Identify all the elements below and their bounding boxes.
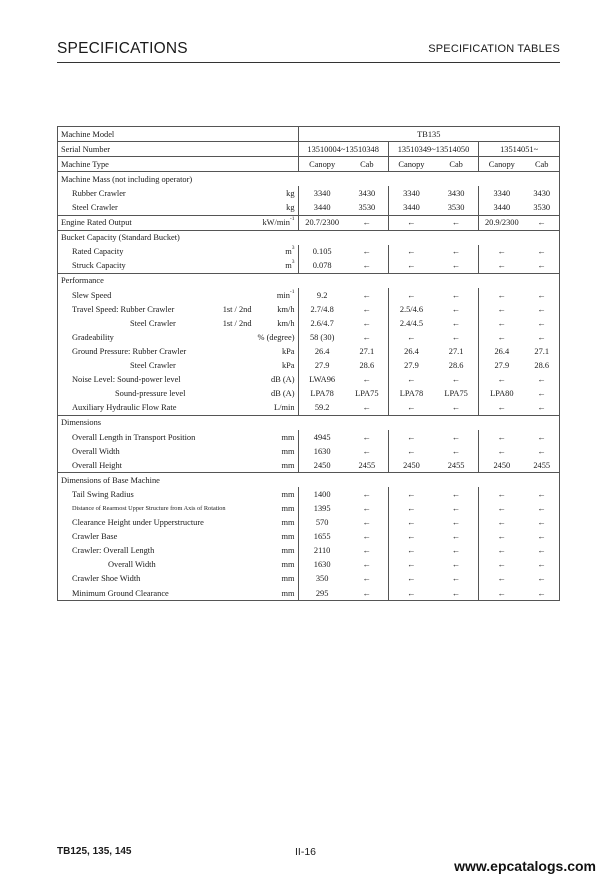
table-row [58, 544, 560, 558]
value-cell: ← [524, 387, 559, 401]
value-cell: ← [407, 518, 416, 528]
value-cell: 28.6 [434, 359, 479, 373]
value-cell: 2455 [346, 458, 389, 473]
unit-text: dB (A) [271, 375, 295, 385]
unit-text: mm [281, 432, 295, 442]
table-row [58, 215, 560, 230]
model-value: TB135 [298, 127, 559, 142]
value-cell: 3530 [434, 200, 479, 215]
row-label: Minimum Ground Clearance [58, 586, 255, 601]
table-row [58, 487, 560, 501]
table-row [58, 501, 560, 515]
table-row [58, 586, 560, 601]
table-row [58, 288, 560, 302]
value-cell: 0.078 [298, 259, 346, 274]
value-cell: ← [524, 530, 559, 544]
value-cell: 20.7/2300 [298, 215, 346, 230]
row-label: Overall Width [58, 558, 255, 572]
value-cell: 570 [315, 518, 329, 528]
value-cell: ← [434, 444, 479, 458]
table-row [58, 245, 560, 259]
value-cell: ← [434, 215, 479, 230]
row-label: Machine Model [58, 127, 255, 142]
value-cell: 3430 [524, 186, 559, 200]
value-cell: ← [497, 560, 506, 570]
value-cell: 26.4 [494, 346, 510, 356]
unit-text: mm [281, 460, 295, 470]
row-unit [255, 530, 298, 544]
value-cell: ← [407, 503, 416, 513]
value-cell: ← [497, 304, 506, 314]
row-unit [255, 245, 298, 259]
table-row [58, 458, 560, 473]
table-row [58, 530, 560, 544]
row-label-text: Steel Crawler [130, 318, 176, 328]
value-cell: ← [346, 245, 389, 259]
table-row [58, 401, 560, 416]
unit-superscript: 3 [291, 245, 295, 252]
row-unit [255, 200, 298, 215]
value-cell: LWA96 [309, 375, 336, 385]
value-cell: ← [346, 215, 389, 230]
value-cell: 28.6 [524, 359, 559, 373]
value-cell: ← [407, 375, 416, 385]
value-cell: ← [524, 558, 559, 572]
row-unit [255, 430, 298, 444]
row-label: Struck Capacity [58, 259, 255, 274]
value-cell: ← [346, 558, 389, 572]
footer-models: TB125, 135, 145 [57, 846, 132, 857]
value-cell: LPA78 [310, 389, 334, 399]
value-cell: ← [497, 503, 506, 513]
value-cell: 2.4/4.5 [399, 318, 424, 328]
value-cell: ← [497, 446, 506, 456]
value-cell: 27.9 [404, 361, 419, 371]
value-cell: ← [434, 330, 479, 344]
value-cell: ← [524, 373, 559, 387]
value-cell: ← [434, 316, 479, 330]
value-cell: 1655 [313, 532, 331, 542]
row-label: Steel Crawler [58, 359, 255, 373]
unit-text: mm [281, 532, 295, 542]
type-cell: Cab [434, 157, 479, 172]
value-cell: ← [524, 215, 559, 230]
value-cell: ← [346, 544, 389, 558]
value-cell: LPA75 [434, 387, 479, 401]
table-row-model [58, 127, 560, 142]
value-cell: ← [497, 518, 506, 528]
value-cell: ← [479, 259, 525, 274]
value-cell: ← [524, 259, 559, 274]
unit-superscript: 3 [291, 259, 295, 266]
row-unit [255, 359, 298, 373]
value-cell: ← [497, 489, 506, 499]
value-cell: ← [524, 544, 559, 558]
unit-text: kW/min [262, 218, 290, 228]
value-cell: ← [479, 401, 525, 416]
value-cell: 27.9 [494, 361, 510, 371]
value-cell: ← [407, 560, 416, 570]
row-unit [255, 501, 298, 515]
value-cell: ← [497, 290, 506, 300]
value-cell: 26.4 [404, 346, 419, 356]
value-cell: 2450 [479, 458, 525, 473]
specification-table [57, 126, 560, 601]
unit-text: kPa [281, 346, 295, 356]
row-unit [255, 330, 298, 344]
value-cell: ← [497, 432, 506, 442]
value-cell: ← [346, 430, 389, 444]
unit-text: mm [281, 503, 295, 513]
row-unit [255, 302, 298, 316]
value-cell: ← [388, 401, 434, 416]
value-cell: 2.7/4.8 [310, 304, 334, 314]
value-cell: ← [434, 530, 479, 544]
value-cell: ← [434, 487, 479, 501]
row-label: Crawler Base [58, 530, 255, 544]
serial-range-2: 13510349~13514050 [388, 142, 478, 157]
table-row [58, 259, 560, 274]
row-label: Rated Capacity [58, 245, 255, 259]
value-cell: ← [524, 487, 559, 501]
value-cell: ← [524, 516, 559, 530]
unit-text: mm [281, 560, 295, 570]
value-cell: 2455 [434, 458, 479, 473]
row-sublabel: 1st / 2nd [222, 304, 252, 314]
value-cell: 3340 [403, 188, 420, 198]
row-label: Crawler: Overall Length [58, 544, 255, 558]
row-unit [255, 344, 298, 358]
watermark: www.epcatalogs.com [454, 858, 596, 874]
row-label: Rubber Crawler [58, 186, 255, 200]
row-unit [255, 572, 298, 586]
value-cell: 2450 [298, 458, 346, 473]
value-cell: ← [497, 375, 506, 385]
row-label: Gradeability [58, 330, 255, 344]
value-cell: 27.1 [434, 344, 479, 358]
unit-text: kPa [281, 361, 295, 371]
value-cell: ← [434, 430, 479, 444]
row-label: Steel Crawler [58, 200, 255, 215]
row-label [58, 302, 255, 316]
table-row [58, 200, 560, 215]
row-label: Serial Number [58, 142, 255, 157]
value-cell: ← [346, 487, 389, 501]
value-cell: ← [524, 501, 559, 515]
section-performance: Performance [58, 273, 560, 288]
value-cell: ← [346, 530, 389, 544]
type-cell: Cab [524, 157, 559, 172]
row-label: Crawler Shoe Width [58, 572, 255, 586]
value-cell: ← [346, 302, 389, 316]
row-unit [255, 316, 298, 330]
unit-text: km/h [277, 304, 295, 314]
table-row [58, 387, 560, 401]
section-bucket: Bucket Capacity (Standard Bucket) [58, 230, 560, 245]
row-label: Auxiliary Hydraulic Flow Rate [58, 401, 255, 416]
value-cell: ← [346, 572, 389, 586]
unit-text: L/min [274, 403, 295, 413]
value-cell: 1400 [313, 489, 331, 499]
value-cell: ← [434, 572, 479, 586]
row-label: Clearance Height under Upperstructure [58, 516, 255, 530]
value-cell: ← [407, 290, 416, 300]
unit-text: mm [281, 588, 295, 598]
value-cell: ← [434, 401, 479, 416]
unit-superscript: -1 [289, 216, 295, 223]
value-cell: 2450 [388, 458, 434, 473]
row-unit [255, 558, 298, 572]
table-row [58, 373, 560, 387]
value-cell: ← [407, 432, 416, 442]
value-cell: 3440 [388, 200, 434, 215]
row-unit [255, 401, 298, 416]
row-label: Machine Type [58, 157, 255, 172]
value-cell: 2.5/4.6 [399, 304, 424, 314]
page-section-title: SPECIFICATIONS [57, 40, 188, 57]
value-cell: ← [434, 259, 479, 274]
value-cell: ← [497, 318, 506, 328]
row-sublabel: 1st / 2nd [222, 318, 252, 328]
table-section-header [58, 473, 560, 488]
serial-range-1: 13510004~13510348 [298, 142, 388, 157]
row-label: Ground Pressure: Rubber Crawler [58, 344, 255, 358]
unit-text: min [276, 290, 290, 300]
value-cell: ← [434, 501, 479, 515]
row-label-text: Travel Speed: Rubber Crawler [72, 304, 175, 314]
value-cell: 295 [298, 586, 346, 601]
row-unit [255, 444, 298, 458]
value-cell: 4945 [313, 432, 331, 442]
value-cell: ← [407, 247, 416, 257]
table-row [58, 330, 560, 344]
unit-text: dB (A) [271, 389, 295, 399]
value-cell: ← [346, 586, 389, 601]
value-cell: ← [497, 546, 506, 556]
value-cell: 2455 [524, 458, 559, 473]
row-label: Overall Width [58, 444, 255, 458]
value-cell: 20.9/2300 [479, 215, 525, 230]
unit-text: mm [281, 574, 295, 584]
table-section-header [58, 172, 560, 187]
page-number: II-16 [295, 846, 317, 858]
value-cell: 1395 [313, 503, 331, 513]
row-label: Overall Length in Transport Position [58, 430, 255, 444]
value-cell: 2.6/4.7 [310, 318, 334, 328]
value-cell: ← [497, 247, 506, 257]
value-cell: 9.2 [316, 290, 328, 300]
value-cell: ← [346, 501, 389, 515]
unit-text: mm [281, 446, 295, 456]
value-cell: ← [524, 330, 559, 344]
unit-text: mm [281, 518, 295, 528]
value-cell: ← [434, 373, 479, 387]
row-unit [255, 544, 298, 558]
row-unit [255, 186, 298, 200]
value-cell: ← [407, 332, 416, 342]
row-unit [255, 387, 298, 401]
table-row [58, 186, 560, 200]
value-cell: ← [407, 574, 416, 584]
table-row-type [58, 157, 560, 172]
value-cell: ← [434, 288, 479, 302]
value-cell: ← [497, 532, 506, 542]
value-cell: LPA80 [490, 389, 514, 399]
value-cell: ← [524, 572, 559, 586]
value-cell: 26.4 [314, 346, 330, 356]
value-cell: ← [479, 586, 525, 601]
row-unit [255, 586, 298, 601]
value-cell: ← [346, 516, 389, 530]
value-cell: 3530 [346, 200, 389, 215]
type-cell: Canopy [388, 157, 434, 172]
value-cell: 27.1 [524, 344, 559, 358]
table-row [58, 572, 560, 586]
value-cell: ← [346, 259, 389, 274]
value-cell: 1630 [313, 560, 331, 570]
value-cell: ← [524, 444, 559, 458]
value-cell: ← [388, 259, 434, 274]
value-cell: ← [434, 516, 479, 530]
value-cell: ← [524, 288, 559, 302]
value-cell: 0.105 [312, 247, 332, 257]
value-cell: ← [346, 316, 389, 330]
value-cell: ← [388, 586, 434, 601]
value-cell: LPA78 [399, 389, 424, 399]
type-cell: Cab [346, 157, 389, 172]
section-dimensions: Dimensions [58, 415, 560, 430]
value-cell: ← [346, 444, 389, 458]
table-row [58, 558, 560, 572]
unit-text: % (degree) [257, 332, 295, 342]
row-unit [255, 487, 298, 501]
value-cell: 3530 [524, 200, 559, 215]
table-row [58, 359, 560, 373]
page-subsection-title: SPECIFICATION TABLES [428, 43, 560, 55]
value-cell: ← [434, 302, 479, 316]
value-cell: ← [407, 489, 416, 499]
value-cell: 59.2 [298, 401, 346, 416]
table-row [58, 302, 560, 316]
header-rule [57, 62, 560, 63]
unit-text: mm [281, 489, 295, 499]
value-cell: ← [346, 401, 389, 416]
value-cell: ← [407, 546, 416, 556]
value-cell: ← [524, 401, 559, 416]
value-cell: ← [524, 245, 559, 259]
value-cell: ← [434, 586, 479, 601]
row-label: Engine Rated Output [58, 215, 255, 230]
value-cell: 1630 [313, 446, 331, 456]
row-label [58, 316, 255, 330]
value-cell: ← [346, 373, 389, 387]
value-cell: ← [497, 574, 506, 584]
value-cell: ← [524, 586, 559, 601]
value-cell: 28.6 [346, 359, 389, 373]
type-cell: Canopy [298, 157, 346, 172]
value-cell: 3430 [346, 186, 389, 200]
unit-text: m [285, 247, 292, 257]
row-unit [255, 458, 298, 473]
value-cell: 2110 [313, 546, 331, 556]
value-cell: 27.9 [314, 361, 330, 371]
row-unit [255, 516, 298, 530]
value-cell: LPA75 [346, 387, 389, 401]
type-cell: Canopy [479, 157, 525, 172]
serial-range-3: 13514051~ [479, 142, 560, 157]
unit-text: kg [286, 203, 295, 213]
unit-text: m [285, 261, 292, 271]
value-cell: 3440 [479, 200, 525, 215]
table-row [58, 516, 560, 530]
value-cell: 3340 [493, 188, 511, 198]
table-row [58, 316, 560, 330]
value-cell: ← [524, 302, 559, 316]
table-section-header [58, 415, 560, 430]
value-cell: 3340 [313, 188, 331, 198]
value-cell: 3430 [434, 186, 479, 200]
value-cell: 27.1 [346, 344, 389, 358]
value-cell: ← [407, 532, 416, 542]
value-cell: 58 (30) [309, 332, 335, 342]
value-cell: ← [434, 245, 479, 259]
row-unit [255, 259, 298, 274]
table-row [58, 344, 560, 358]
row-unit [255, 373, 298, 387]
row-label: Overall Height [58, 458, 255, 473]
table-section-header [58, 230, 560, 245]
row-label: Tail Swing Radius [58, 487, 255, 501]
section-mass: Machine Mass (not including operator) [58, 172, 560, 187]
value-cell: ← [388, 215, 434, 230]
value-cell: 350 [315, 574, 329, 584]
table-section-header [58, 273, 560, 288]
row-label: Noise Level: Sound-power level [58, 373, 255, 387]
value-cell: ← [346, 288, 389, 302]
unit-text: mm [281, 546, 295, 556]
unit-text: km/h [277, 318, 295, 328]
table-row [58, 444, 560, 458]
row-unit [255, 288, 298, 302]
value-cell: ← [434, 558, 479, 572]
value-cell: ← [524, 316, 559, 330]
value-cell: ← [346, 330, 389, 344]
row-unit [255, 215, 298, 230]
section-base-machine: Dimensions of Base Machine [58, 473, 560, 488]
unit-superscript: -1 [289, 288, 295, 295]
row-label: Sound-pressure level [58, 387, 255, 401]
value-cell: ← [524, 430, 559, 444]
unit-text: kg [286, 188, 295, 198]
value-cell: 3440 [298, 200, 346, 215]
value-cell: ← [497, 332, 506, 342]
value-cell: ← [434, 544, 479, 558]
table-row-serial [58, 142, 560, 157]
row-label: Distance of Rearmost Upper Structure from Axis of Rotation [58, 501, 255, 515]
table-row [58, 430, 560, 444]
value-cell: ← [407, 446, 416, 456]
row-label: Slew Speed [58, 288, 255, 302]
